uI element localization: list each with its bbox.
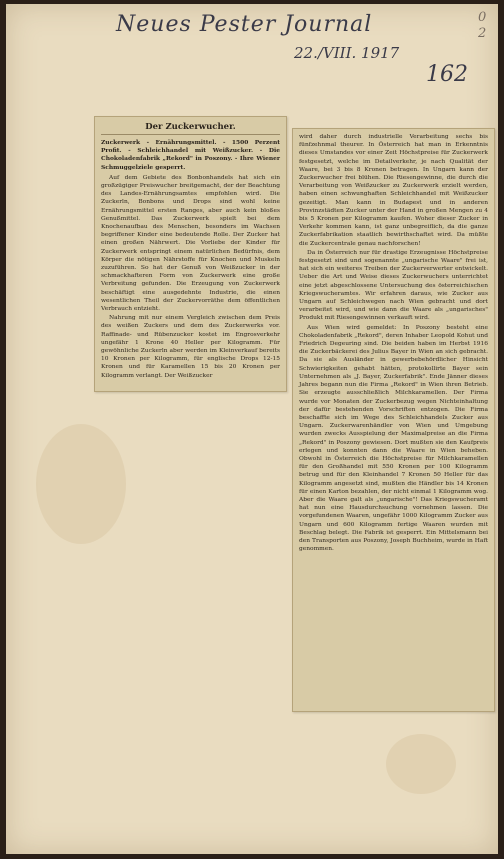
corner-mark: 0 2 xyxy=(478,10,487,41)
paper-stain xyxy=(36,424,126,544)
paper-stain xyxy=(386,734,456,794)
paragraph: wird daher durch industrielle Verarbeitung sechs bis fünfzehnmal theurer. In Österreich hat man in Erkenntnis dieses Umstandes vor einer Zeit Höchstpreise für Zuckerwerk festgesetzt, welche im Detailverkehr, je nach Qualität der Waare, bei 3 bis 8 Kronen betragen. In Ungarn kann der Zuckerwucher frei blühen. Die Riesengewinne, die durch die Verarbeitung von Weißzucker zu Zuckerwerk erzielt werden, haben einen schwunghaften Schleichhandel mit Weißzucker gezeitigt. Man kann in Budapest und in anderen Provinzstädten Zucker unter der Hand in großen Mengen zu 4 bis 5 Kronen per Kilogramm kaufen. Woher dieser Zucker in Verkehr kommen kann, ist ganz unbegreiflich, da die ganze Zuckerfabrikation staatlich bewirthschaftet wird. Da müßte die Zuckercentrale genau nachforschen! xyxy=(299,134,488,247)
article-headline: Der Zuckerwucher. xyxy=(101,122,280,135)
paragraph: Auf dem Gebiete des Bonbonhandels hat sich ein großzügiger Preiswucher breitgemacht, der der Beachtung des Landes-Ernährungsamtes empfohlen wird. Die Zuckerln, Bonbons und Drops sind wohl keine Ernährungsmittel ersten Ranges, aber auch kein bloßes Genußmittel. Das Zuckerwerk spielt bei dem Knochenaufbau des Menschen, besonders im Wachsen begriffener Kinder eine bedeutende Rolle. Der Zucker hat einen großen Nährwert. Die Vorliebe der Kinder für Zuckerwerk entspringt einem natürlichen Bedürfnis, dem Körper die nötigen Nährstoffe für Knochen und Muskeln zuzuführen. So hat der Genuß von Weißzucker in der schmackhafteren Form von Zuckerwerk eine große Verbreitung gefunden. Die Erzeugung von Zuckerwerk beschäftigt eine ausgedehnte Industrie, die einen wesentlichen Theil der Zuckervorräthe dem öffentlichen Verbrauch entzieht. xyxy=(101,174,280,313)
paragraph: Da in Österreich nur für drastige Erzeugnisse Höchstpreise festgesetzt sind und sogenannte „ungarische Waare" frei ist, hat sich ein weiteres Treiben der Zuckerverwerter entwickelt. Ueber die Art und Weise dieses Zuckerwuchers unterrichtet eine jetzt abgeschlossene Untersuchung des österreichischen Kriegswucheramtes. Wir erfahren daraus, wie Zucker aus Ungarn auf Schleichwegen nach Wien gebracht und dort verarbeitet wird, und wie dann die Waare als „ungarisches" Produkt mit Riesengewinnen verkauft wird. xyxy=(299,249,488,322)
clipping-right-column xyxy=(292,128,495,712)
handwritten-number: 162 xyxy=(426,62,468,87)
left-column-body xyxy=(101,174,280,380)
paragraph: Nahrung mit nur einem Vergleich zwischen dem Preis des weißen Zuckers und dem des Zuckerwerks vor. Raffinade- und Rübenzucker kostet im Engrosverkehr ungefähr 1 Krone 40 Heller per Kilogramm. Für gewöhnliche Zuckerln aber werden im Kleinverkauf bereits 10 Kronen per Kilogramm, für englische Drops 12-15 Kronen und für Karamellen 15 bis 20 Kronen per Kilogramm verlangt. Der Weißzucker xyxy=(101,315,280,379)
handwritten-date: 22./VIII. 1917 xyxy=(294,44,400,62)
paragraph: Aus Wien wird gemeldet: In Poszony besteht eine Chokoladenfabrik „Rekord", deren Inhaber Leopold Kohut und Friedrich Degeuring sind. Die beiden haben im Herbst 1916 die Zuckerbäckerei des Julius Bayer in Wien an sich gebracht. Da sie als Ausländer in gewerbebehördlicher Hinsicht Schwierigkeiten gehabt hätten, protokollirte Bayer sein Unternehmen als „J. Bayer, Zuckerfabrik". Ende Jänner dieses Jahres begann nun die Firma „Rekord" in Wien ihren Betrieb. Sie erzeugte ausschließlich Milchkaramellen. Der Firma wurde vor Monaten der Zuckerbezug wegen Nichteinhaltung der dafür bestehenden Vorschriften entzogen. Die Firma beschaffte sich im Wege des Schleichhandels Zucker aus Ungarn. Zuckerwarenhändler von Wien und Umgebung wurden zwecks Ausspielung der Maximalpreise an die Firma „Rekord" in Poszony gewiesen. Dort mußten sie den Kaufpreis erlegen und konnten dann die Waare in Wien beheben. Obwohl in Österreich die Höchstpreise für Milchkaramellen für den Großhandel mit 550 Kronen per 100 Kilogramm betrug und für den Kleinhandel 7 Kronen 50 Heller für das Kilogramm angesetzt sind, mußten die Händler bis 14 Kronen für einen Karton bezahlen, der nicht einmal 1 Kilogramm wog. Aber die Waare galt als „ungarische"! Das Kriegswucheramt hat nun eine Hausdurchsuchung vornehmen lassen. Die vorgefundenen Waaren, ungefähr 1000 Kilogramm Zucker aus Ungarn und 600 Kilogramm fertige Waaren wurden mit Beschlag belegt. Die Fabrik ist gesperrt. Ein Mittelsmann bei den Transporten aus Poszony, Joseph Buchheim, wurde in Haft genommen. xyxy=(299,324,488,553)
article-lead: Zuckerwerk - Ernährungsmittel. - 1500 Perzent Profit. - Schleichhandel mit Weißzucker. - Die Chokoladenfabrik „Rekord" in Poszony. - Ihre Wiener Schmuggelziele gesperrt. xyxy=(101,139,280,171)
right-column-body xyxy=(299,133,488,553)
archive-sheet xyxy=(6,4,498,854)
handwritten-newspaper-name: Neues Pester Journal xyxy=(116,12,373,37)
clipping-left-column xyxy=(94,116,287,392)
